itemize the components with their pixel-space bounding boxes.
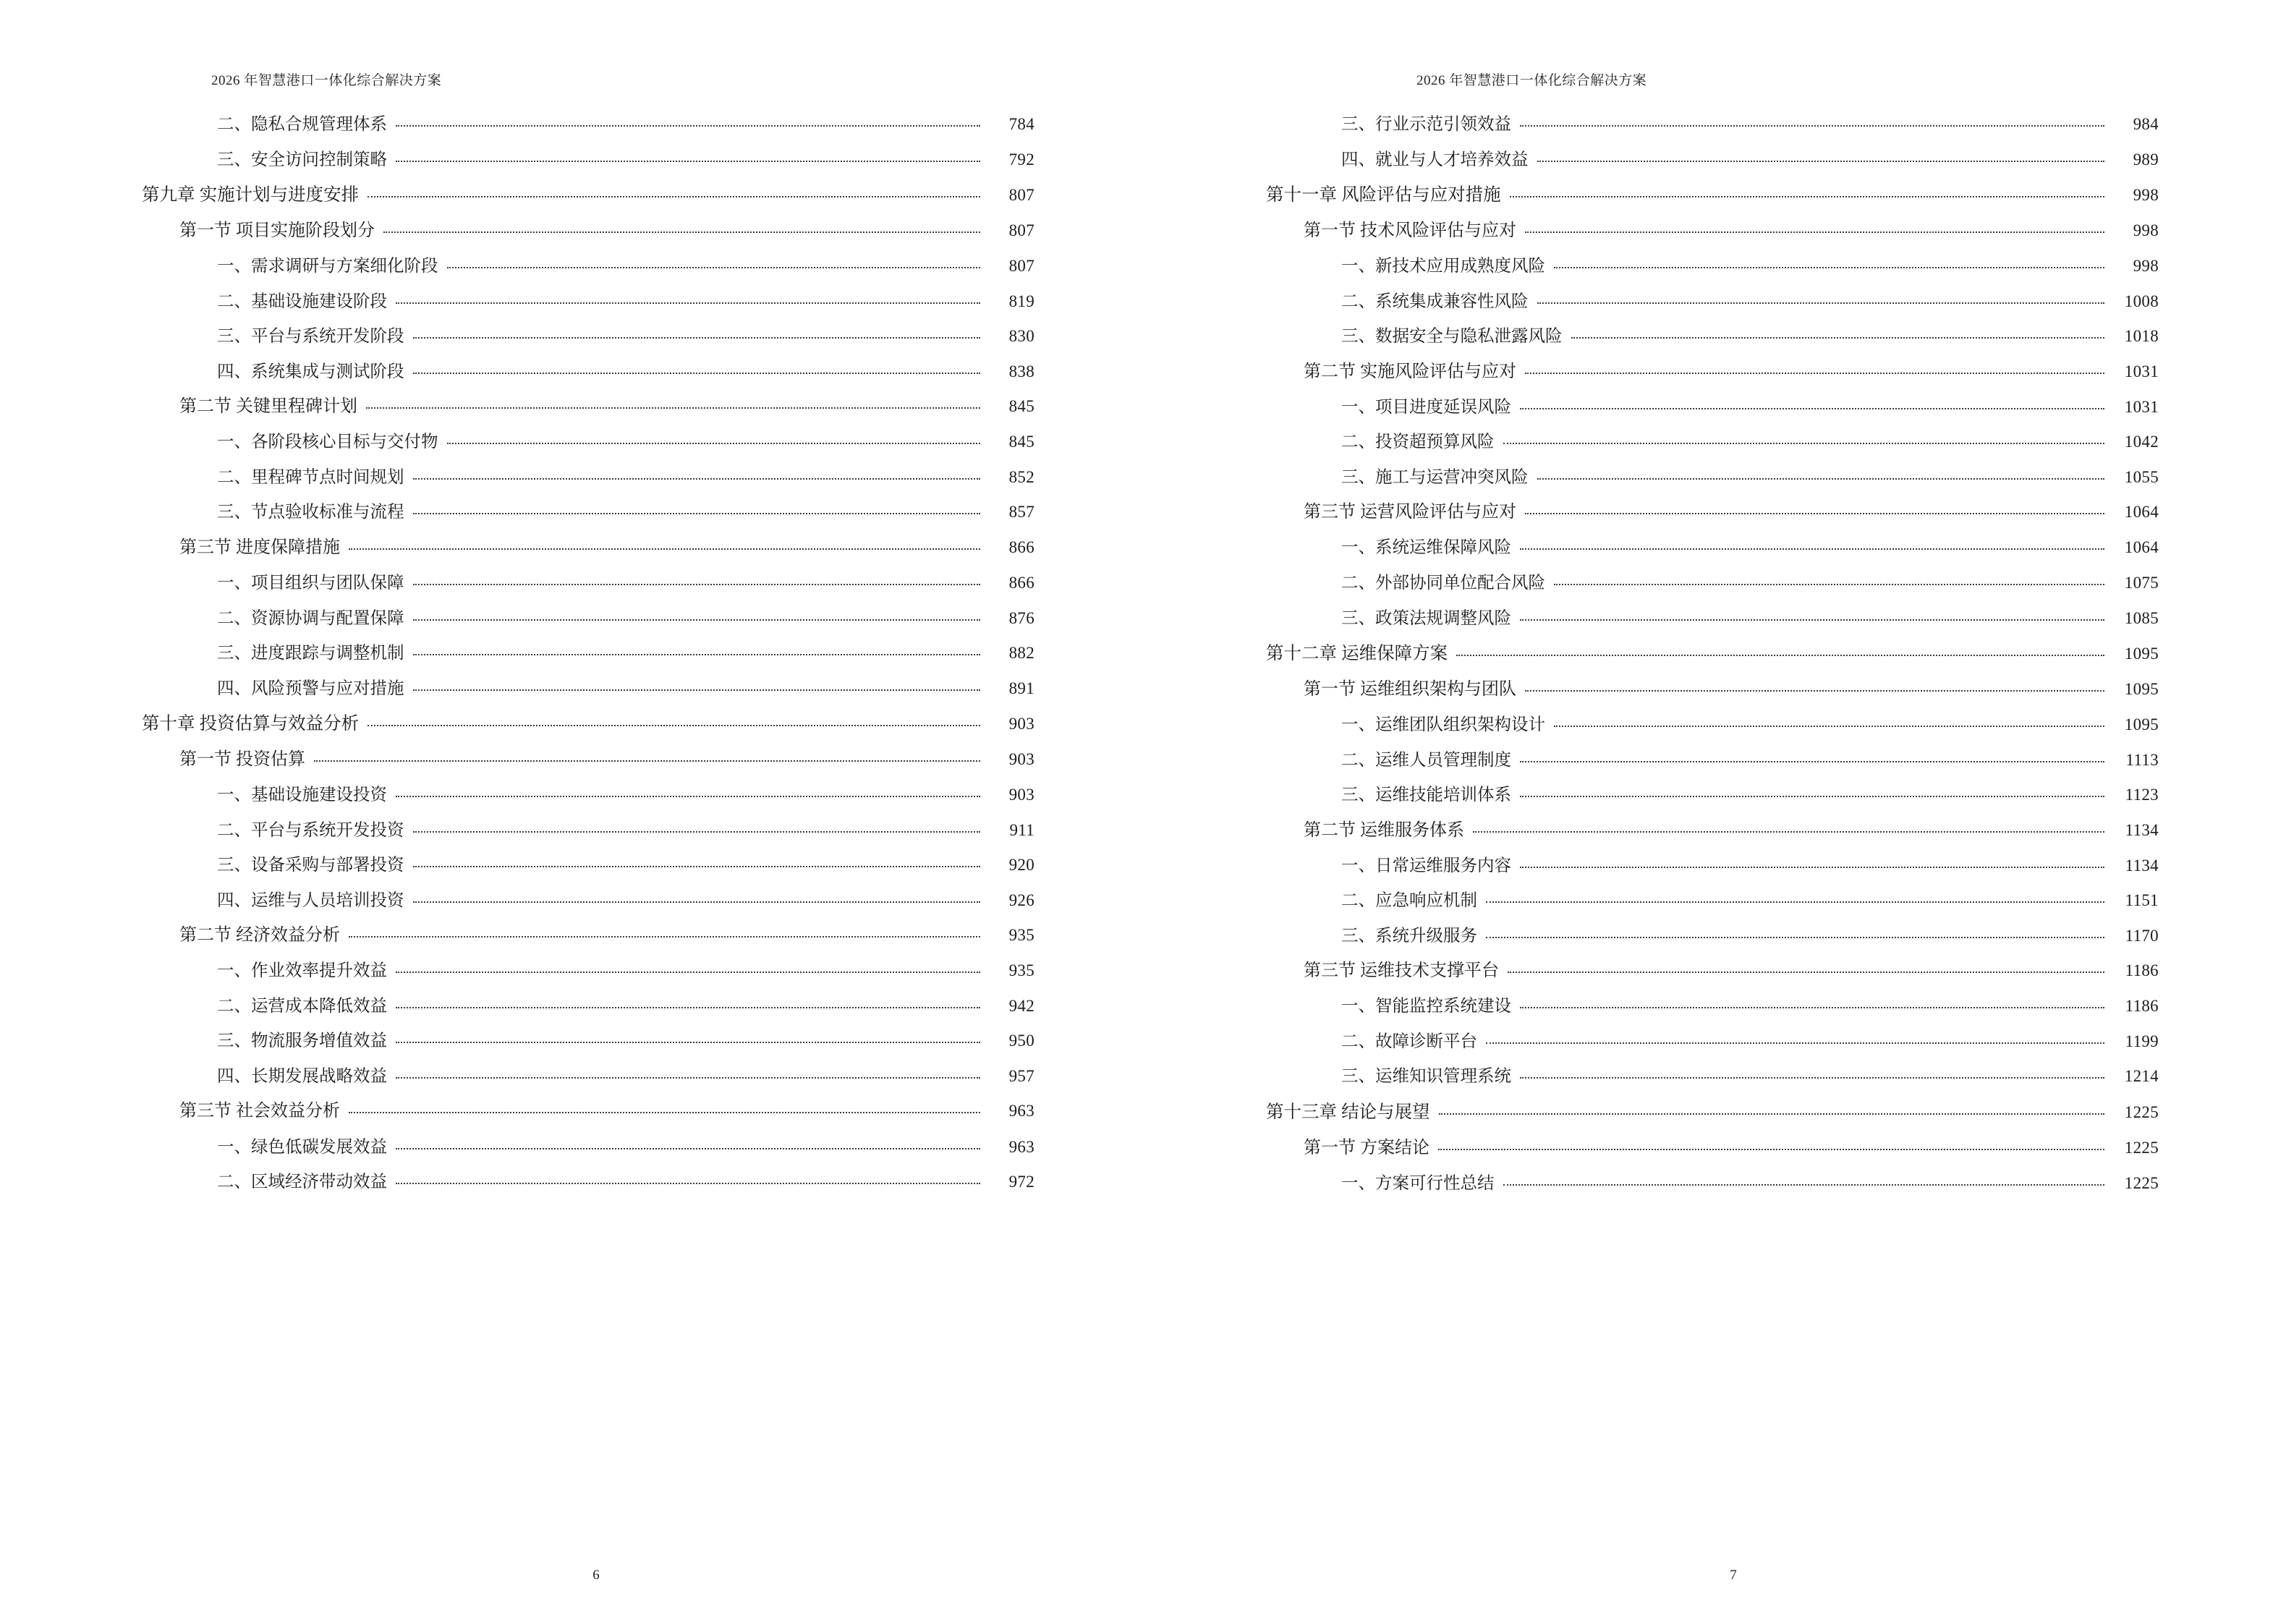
toc-leader-dots — [1520, 407, 2104, 409]
toc-entry-section[interactable] — [1304, 679, 2159, 702]
toc-entry-label: 一、需求调研与方案细化阶段 — [217, 257, 438, 276]
toc-entry-label: 第十三章 结论与展望 — [1266, 1102, 1430, 1122]
toc-leader-dots — [1486, 936, 2104, 938]
running-head: 2026 年智慧港口一体化综合解决方案 — [1416, 73, 1647, 88]
toc-entry-page-number: 807 — [1008, 221, 1034, 239]
toc-entry-label: 第一节 项目实施阶段划分 — [179, 221, 375, 240]
page-right — [1143, 0, 2286, 1624]
toc-entry-page-number: 807 — [1008, 186, 1034, 205]
toc-entry-page-number: 1095 — [2124, 715, 2159, 734]
toc-entry-label: 第三节 运营风险评估与应对 — [1304, 503, 1516, 522]
toc-entry-label: 二、运营成本降低效益 — [217, 996, 387, 1016]
toc-leader-dots — [413, 865, 981, 867]
toc-leader-dots — [1456, 654, 2104, 656]
toc-leader-dots — [314, 760, 980, 762]
toc-entry-label: 三、系统升级服务 — [1341, 926, 1477, 945]
toc-entry-section[interactable] — [1304, 501, 2159, 524]
toc-entry-item[interactable] — [1341, 1173, 2159, 1195]
toc-entry-label: 第二节 运维服务体系 — [1304, 820, 1464, 840]
toc-leader-dots — [1508, 971, 2104, 973]
toc-leader-dots — [1438, 1148, 2104, 1150]
toc-entry-item[interactable] — [217, 291, 1034, 313]
toc-entry-label: 二、系统集成兼容性风险 — [1341, 292, 1529, 311]
toc-entry-item[interactable] — [1341, 255, 2159, 278]
toc-leader-dots — [1520, 795, 2104, 797]
toc-entry-label: 第三节 社会效益分析 — [179, 1102, 340, 1121]
toc-entry-item[interactable] — [217, 784, 1034, 807]
toc-entry-label: 二、区域经济带动效益 — [217, 1173, 387, 1192]
toc-entry-item[interactable] — [1341, 467, 2159, 489]
toc-entry-label: 第一节 投资估算 — [179, 749, 305, 769]
toc-leader-dots — [1520, 1006, 2104, 1008]
toc-entry-section[interactable] — [179, 220, 1034, 243]
toc-entry-page-number: 819 — [1008, 292, 1034, 310]
toc-leader-dots — [396, 1006, 980, 1008]
page-number: 7 — [1730, 1568, 1737, 1583]
toc-leader-dots — [1520, 866, 2104, 868]
toc-entry-page-number: 1042 — [2124, 433, 2159, 451]
toc-leader-dots — [1537, 477, 2105, 480]
toc-entry-page-number: 935 — [1008, 926, 1034, 945]
toc-entry-page-number: 852 — [1008, 467, 1034, 486]
toc-leader-dots — [396, 160, 980, 162]
toc-entry-label: 四、长期发展战略效益 — [217, 1066, 387, 1086]
toc-leader-dots — [1525, 689, 2104, 692]
toc-leader-dots — [396, 124, 980, 127]
toc-entry-label: 三、平台与系统开发阶段 — [217, 327, 404, 347]
toc-entry-item[interactable] — [217, 114, 1034, 136]
toc-entry-page-number: 866 — [1008, 573, 1034, 592]
toc-entry-page-number: 963 — [1008, 1102, 1034, 1121]
toc-entry-section[interactable] — [179, 749, 1034, 772]
toc-entry-page-number: 1199 — [2125, 1032, 2159, 1050]
toc-entry-page-number: 950 — [1008, 1032, 1034, 1050]
toc-leader-dots — [1486, 1042, 2104, 1044]
toc-entry-page-number: 1031 — [2124, 397, 2159, 416]
toc-entry-label: 三、施工与运营冲突风险 — [1341, 467, 1529, 487]
toc-entry-page-number: 920 — [1008, 856, 1034, 875]
toc-entry-label: 二、外部协同单位配合风险 — [1341, 573, 1545, 592]
toc-entry-page-number: 1225 — [2124, 1138, 2159, 1157]
toc-leader-dots — [1510, 195, 2104, 197]
toc-entry-label: 第十二章 运维保障方案 — [1266, 644, 1448, 664]
toc-leader-dots — [383, 231, 980, 233]
toc-entry-label: 第二节 关键里程碑计划 — [179, 397, 357, 417]
toc-entry-section[interactable] — [179, 537, 1034, 560]
toc-entry-page-number: 1064 — [2124, 503, 2159, 522]
toc-leader-dots — [413, 689, 981, 691]
toc-entry-item[interactable] — [1341, 784, 2159, 807]
toc-entry-item[interactable] — [1341, 714, 2159, 736]
toc-list-right — [1266, 114, 2159, 1195]
toc-entry-label: 四、就业与人才培养效益 — [1341, 150, 1529, 169]
toc-entry-label: 三、运维技能培训体系 — [1341, 786, 1511, 805]
toc-entry-label: 第一节 技术风险评估与应对 — [1304, 221, 1516, 240]
toc-entry-item[interactable] — [217, 820, 1034, 842]
toc-entry-label: 第二节 实施风险评估与应对 — [1304, 362, 1516, 381]
toc-leader-dots — [396, 1076, 980, 1079]
toc-entry-item[interactable] — [1341, 114, 2159, 136]
toc-leader-dots — [413, 372, 981, 374]
toc-leader-dots — [413, 512, 981, 514]
toc-leader-dots — [1503, 442, 2105, 444]
toc-entry-page-number: 1225 — [2124, 1103, 2159, 1121]
toc-entry-item[interactable] — [217, 326, 1034, 348]
toc-entry-item[interactable] — [217, 431, 1034, 454]
toc-entry-item[interactable] — [1341, 855, 2159, 877]
toc-entry-page-number: 1186 — [2125, 961, 2159, 980]
toc-entry-section[interactable] — [1304, 220, 2159, 243]
toc-leader-dots — [1520, 124, 2104, 127]
toc-entry-label: 三、节点验收标准与流程 — [217, 503, 404, 522]
toc-entry-item[interactable] — [217, 1030, 1034, 1053]
toc-entry-item[interactable] — [217, 501, 1034, 524]
toc-entry-page-number: 998 — [2133, 257, 2159, 276]
running-head: 2026 年智慧港口一体化综合解决方案 — [211, 73, 442, 88]
toc-entry-section[interactable] — [179, 924, 1034, 948]
toc-leader-dots — [1520, 618, 2104, 621]
toc-leader-dots — [1503, 1183, 2105, 1186]
toc-entry-chapter[interactable] — [1266, 1101, 2159, 1124]
toc-entry-label: 一、项目组织与团队保障 — [217, 573, 404, 592]
toc-entry-page-number: 1134 — [2125, 820, 2159, 839]
toc-leader-dots — [413, 583, 981, 585]
toc-entry-item[interactable] — [217, 1066, 1034, 1088]
toc-entry-label: 第三节 进度保障措施 — [179, 537, 340, 557]
toc-entry-page-number: 891 — [1008, 679, 1034, 697]
toc-entry-item[interactable] — [1341, 749, 2159, 772]
toc-entry-page-number: 903 — [1008, 749, 1034, 768]
toc-entry-chapter[interactable] — [142, 184, 1034, 207]
toc-entry-label: 第一节 方案结论 — [1304, 1138, 1429, 1157]
toc-entry-chapter[interactable] — [1266, 642, 2159, 666]
toc-leader-dots — [413, 901, 981, 903]
toc-leader-dots — [396, 302, 980, 304]
toc-entry-label: 三、行业示范引领效益 — [1341, 115, 1511, 134]
toc-entry-page-number: 1085 — [2124, 608, 2159, 627]
toc-leader-dots — [1520, 760, 2104, 762]
toc-entry-label: 一、智能监控系统建设 — [1341, 997, 1511, 1016]
toc-entry-label: 第三节 运维技术支撑平台 — [1304, 961, 1499, 981]
toc-leader-dots — [396, 1147, 980, 1149]
toc-entry-page-number: 1186 — [2125, 997, 2159, 1016]
toc-leader-dots — [366, 407, 980, 409]
toc-entry-label: 四、运维与人员培训投资 — [217, 890, 404, 910]
toc-entry-label: 一、新技术应用成熟度风险 — [1341, 257, 1545, 276]
toc-leader-dots — [1537, 302, 2105, 304]
toc-entry-item[interactable] — [217, 1171, 1034, 1194]
toc-entry-item[interactable] — [217, 467, 1034, 489]
toc-entry-page-number: 866 — [1008, 537, 1034, 556]
toc-entry-label: 二、平台与系统开发投资 — [217, 820, 404, 840]
toc-entry-item[interactable] — [217, 361, 1034, 383]
toc-entry-item[interactable] — [1341, 431, 2159, 454]
toc-leader-dots — [1520, 1076, 2104, 1079]
toc-entry-item[interactable] — [217, 1136, 1034, 1159]
toc-entry-page-number: 838 — [1008, 362, 1034, 381]
toc-leader-dots — [413, 477, 981, 480]
toc-entry-page-number: 911 — [1009, 820, 1034, 839]
toc-entry-page-number: 935 — [1008, 961, 1034, 980]
toc-entry-label: 一、日常运维服务内容 — [1341, 856, 1511, 875]
toc-entry-page-number: 845 — [1008, 397, 1034, 416]
toc-entry-item[interactable] — [1341, 1031, 2159, 1053]
toc-entry-page-number: 984 — [2133, 115, 2159, 133]
toc-entry-label: 二、投资超预算风险 — [1341, 433, 1495, 452]
toc-entry-label: 四、系统集成与测试阶段 — [217, 362, 404, 381]
page-number: 6 — [592, 1568, 600, 1583]
toc-entry-label: 一、运维团队组织架构设计 — [1341, 715, 1545, 735]
toc-list-left — [142, 114, 1034, 1194]
toc-entry-label: 三、运维知识管理系统 — [1341, 1067, 1511, 1087]
toc-entry-label: 二、里程碑节点时间规划 — [217, 467, 404, 487]
toc-leader-dots — [413, 830, 981, 833]
toc-entry-page-number: 1031 — [2124, 362, 2159, 381]
toc-entry-item[interactable] — [1341, 537, 2159, 559]
toc-entry-page-number: 957 — [1008, 1066, 1034, 1085]
toc-leader-dots — [413, 618, 981, 621]
toc-entry-item[interactable] — [1341, 608, 2159, 630]
toc-entry-label: 一、绿色低碳发展效益 — [217, 1137, 387, 1157]
toc-entry-page-number: 1095 — [2124, 679, 2159, 698]
toc-entry-label: 一、作业效率提升效益 — [217, 961, 387, 981]
toc-entry-item[interactable] — [217, 960, 1034, 982]
toc-entry-page-number: 989 — [2133, 150, 2159, 169]
toc-leader-dots — [396, 971, 980, 973]
toc-entry-item[interactable] — [217, 642, 1034, 665]
toc-entry-label: 一、各阶段核心目标与交付物 — [217, 433, 438, 452]
toc-entry-item[interactable] — [217, 149, 1034, 171]
toc-entry-section[interactable] — [1304, 1137, 2159, 1160]
toc-leader-dots — [1537, 160, 2105, 162]
toc-entry-item[interactable] — [217, 255, 1034, 278]
toc-entry-item[interactable] — [1341, 149, 2159, 171]
toc-leader-dots — [447, 442, 981, 444]
toc-leader-dots — [1525, 231, 2104, 233]
toc-entry-page-number: 784 — [1008, 115, 1034, 133]
toc-entry-page-number: 998 — [2133, 221, 2159, 239]
toc-entry-page-number: 807 — [1008, 257, 1034, 276]
toc-entry-page-number: 1018 — [2124, 327, 2159, 346]
toc-entry-item[interactable] — [1341, 925, 2159, 948]
toc-entry-page-number: 876 — [1008, 608, 1034, 627]
toc-entry-page-number: 1008 — [2124, 292, 2159, 310]
toc-leader-dots — [349, 935, 980, 938]
toc-leader-dots — [1525, 512, 2104, 514]
toc-entry-page-number: 1134 — [2125, 856, 2159, 875]
toc-entry-page-number: 1064 — [2124, 538, 2159, 557]
toc-entry-label: 第九章 实施计划与进度安排 — [142, 185, 360, 205]
toc-entry-item[interactable] — [1341, 572, 2159, 595]
toc-entry-page-number: 942 — [1008, 996, 1034, 1015]
toc-entry-label: 第一节 运维组织架构与团队 — [1304, 679, 1516, 699]
toc-entry-label: 一、系统运维保障风险 — [1341, 538, 1511, 558]
toc-entry-page-number: 845 — [1008, 433, 1034, 451]
toc-leader-dots — [1554, 725, 2104, 727]
toc-entry-section[interactable] — [1304, 361, 2159, 384]
toc-entry-label: 二、故障诊断平台 — [1341, 1032, 1477, 1051]
toc-leader-dots — [1473, 830, 2104, 833]
toc-leader-dots — [396, 795, 980, 797]
toc-leader-dots — [367, 724, 980, 726]
toc-entry-label: 三、设备采购与部署投资 — [217, 856, 404, 875]
toc-entry-page-number: 1225 — [2124, 1174, 2159, 1192]
toc-entry-page-number: 1151 — [2125, 891, 2159, 910]
toc-entry-label: 一、方案可行性总结 — [1341, 1174, 1495, 1193]
toc-entry-page-number: 963 — [1008, 1137, 1034, 1156]
toc-entry-label: 三、安全访问控制策略 — [217, 150, 387, 169]
toc-entry-item[interactable] — [217, 854, 1034, 877]
toc-entry-page-number: 1113 — [2125, 750, 2159, 769]
toc-leader-dots — [413, 336, 981, 339]
toc-leader-dots — [396, 1182, 980, 1184]
toc-entry-item[interactable] — [1341, 890, 2159, 912]
toc-entry-page-number: 1075 — [2124, 573, 2159, 592]
toc-entry-item[interactable] — [1341, 995, 2159, 1018]
toc-entry-section[interactable] — [179, 396, 1034, 419]
toc-entry-page-number: 926 — [1008, 890, 1034, 909]
toc-leader-dots — [367, 195, 980, 197]
toc-leader-dots — [396, 1041, 980, 1043]
toc-entry-page-number: 1123 — [2125, 786, 2159, 804]
toc-entry-item[interactable] — [1341, 1066, 2159, 1088]
toc-entry-page-number: 792 — [1008, 150, 1034, 169]
toc-entry-page-number: 857 — [1008, 503, 1034, 522]
toc-leader-dots — [1439, 1113, 2104, 1115]
toc-entry-page-number: 1214 — [2124, 1067, 2159, 1086]
toc-entry-label: 二、基础设施建设阶段 — [217, 292, 387, 311]
toc-entry-item[interactable] — [1341, 291, 2159, 313]
toc-entry-chapter[interactable] — [142, 713, 1034, 736]
toc-entry-item[interactable] — [217, 890, 1034, 912]
toc-leader-dots — [1554, 583, 2104, 585]
toc-entry-section[interactable] — [1304, 960, 2159, 983]
toc-leader-dots — [1571, 336, 2105, 339]
toc-entry-label: 一、基础设施建设投资 — [217, 786, 387, 805]
toc-entry-label: 二、应急响应机制 — [1341, 891, 1477, 911]
toc-leader-dots — [413, 653, 981, 655]
toc-leader-dots — [1554, 266, 2104, 268]
toc-entry-page-number: 903 — [1008, 786, 1034, 804]
toc-entry-item[interactable] — [217, 995, 1034, 1018]
toc-entry-label: 二、隐私合规管理体系 — [217, 115, 387, 134]
toc-entry-item[interactable] — [1341, 326, 2159, 348]
toc-entry-label: 第十一章 风险评估与应对措施 — [1266, 185, 1501, 205]
toc-entry-section[interactable] — [1304, 820, 2159, 843]
toc-entry-page-number: 903 — [1008, 715, 1034, 734]
toc-entry-section[interactable] — [179, 1100, 1034, 1123]
toc-leader-dots — [1486, 901, 2104, 903]
toc-entry-page-number: 998 — [2133, 186, 2159, 205]
toc-entry-label: 三、政策法规调整风险 — [1341, 608, 1511, 628]
toc-entry-page-number: 882 — [1008, 644, 1034, 663]
toc-leader-dots — [1525, 372, 2104, 374]
toc-entry-item[interactable] — [217, 678, 1034, 700]
toc-entry-item[interactable] — [217, 608, 1034, 630]
toc-entry-label: 三、进度跟踪与调整机制 — [217, 644, 404, 663]
toc-entry-page-number: 1095 — [2124, 645, 2159, 663]
toc-entry-page-number: 972 — [1008, 1173, 1034, 1191]
toc-leader-dots — [349, 548, 980, 550]
toc-entry-label: 二、资源协调与配置保障 — [217, 608, 404, 628]
toc-leader-dots — [447, 266, 981, 268]
toc-entry-label: 第二节 经济效益分析 — [179, 926, 340, 945]
toc-entry-label: 二、运维人员管理制度 — [1341, 750, 1511, 770]
toc-entry-label: 第十章 投资估算与效益分析 — [142, 714, 360, 734]
toc-entry-page-number: 830 — [1008, 327, 1034, 346]
toc-leader-dots — [1520, 548, 2104, 550]
toc-entry-label: 三、物流服务增值效益 — [217, 1032, 387, 1051]
toc-entry-page-number: 1170 — [2125, 926, 2159, 945]
toc-entry-item[interactable] — [1341, 396, 2159, 419]
toc-entry-chapter[interactable] — [1266, 184, 2159, 207]
toc-entry-label: 四、风险预警与应对措施 — [217, 679, 404, 698]
toc-entry-label: 一、项目进度延误风险 — [1341, 397, 1511, 417]
toc-entry-label: 三、数据安全与隐私泄露风险 — [1341, 327, 1563, 347]
toc-leader-dots — [349, 1111, 980, 1113]
toc-entry-page-number: 1055 — [2124, 467, 2159, 486]
toc-entry-item[interactable] — [217, 572, 1034, 595]
